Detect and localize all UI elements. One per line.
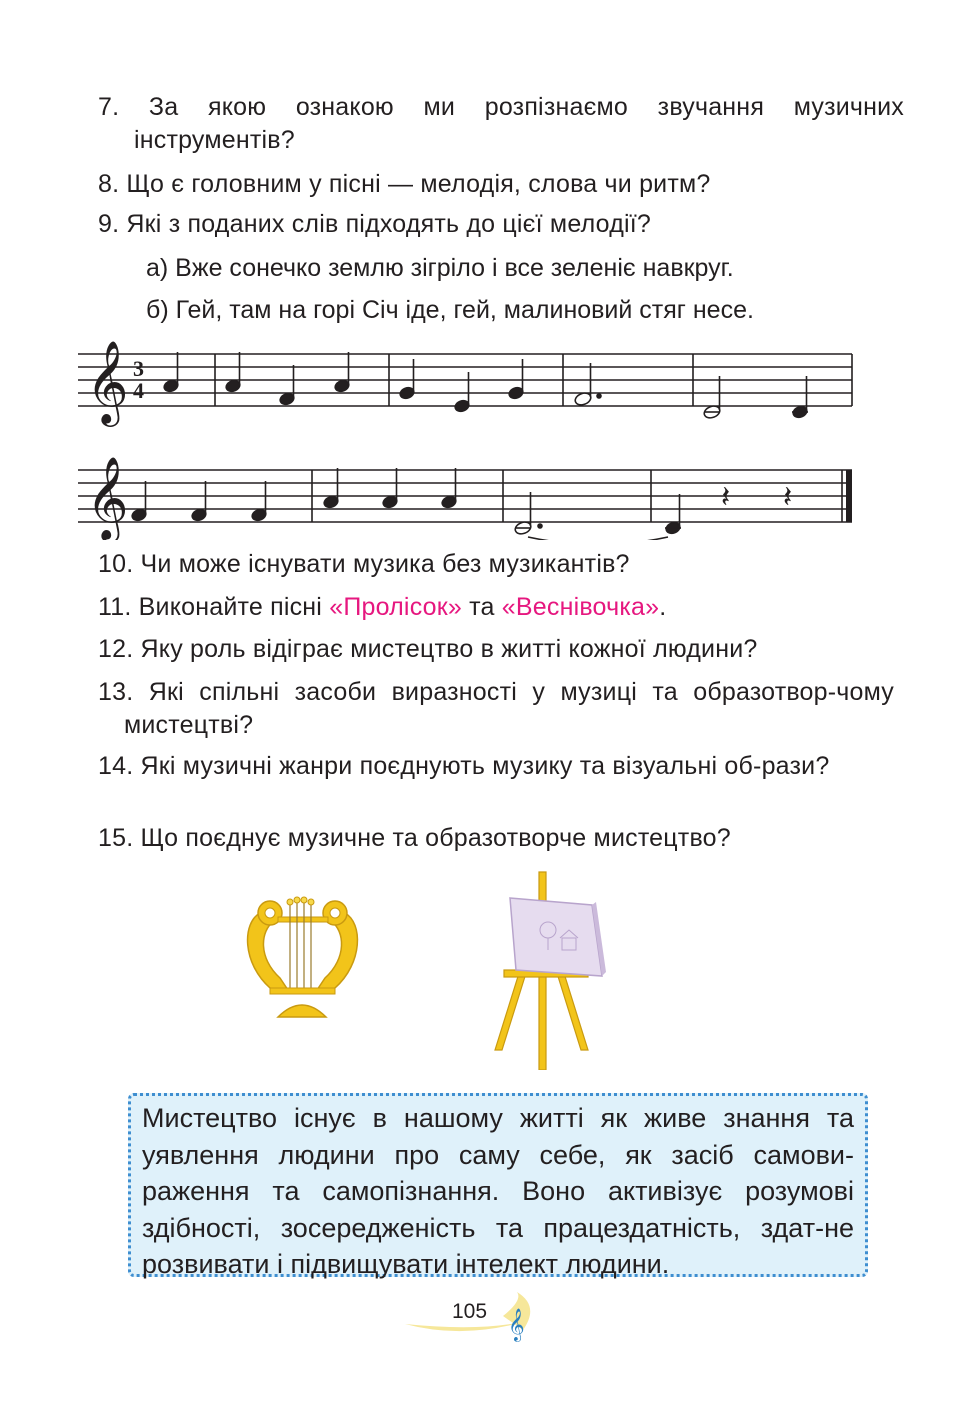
question-text: Виконайте пісні: [138, 593, 330, 621]
page-number: 105: [452, 1300, 488, 1323]
question-text: та: [462, 593, 502, 621]
question-text: Які спільні засоби виразності у музиці та образотвор-чому мистецтві?: [124, 678, 894, 739]
question-10: [98, 548, 868, 581]
question-number: 10.: [98, 550, 134, 578]
question-7: [98, 91, 904, 157]
question-12: [98, 633, 868, 666]
question-text: Що є головним у пісні — мелодія, слова чи ритм?: [126, 170, 711, 198]
question-number: 14.: [98, 752, 134, 780]
option-b: б) Гей, там на горі Січ іде, гей, малиновий стяг несе.: [146, 296, 754, 324]
question-number: 12.: [98, 635, 134, 663]
quarter-rest-icon: 𝄽: [721, 480, 731, 515]
question-number: 8.: [98, 170, 120, 198]
question-number: 7.: [98, 93, 120, 121]
music-staff-1: [78, 330, 858, 430]
treble-clef-icon: 𝄞: [508, 1308, 525, 1341]
option-a: а) Вже сонечко землю зігріло і все зеленіє навкруг.: [146, 254, 734, 282]
treble-clef-icon: 𝄞: [86, 455, 129, 539]
question-text: Чи може існувати музика без музикантів?: [140, 550, 630, 578]
question-9: [98, 208, 868, 241]
question-text: За якою ознакою ми розпізнаємо звучання музичних інструментів?: [134, 93, 904, 154]
question-13: [98, 676, 894, 742]
quarter-rest-icon: 𝄽: [783, 480, 793, 515]
lyre-icon: [240, 893, 365, 1023]
question-14: [98, 750, 894, 783]
question-number: 15.: [98, 824, 134, 852]
tie: [528, 537, 668, 540]
song-title-vesnivochka: «Веснівочка»: [501, 593, 660, 621]
easel-icon: [490, 870, 620, 1070]
question-text: .: [659, 593, 667, 621]
question-11: [98, 591, 868, 624]
info-box-text: Мистецтво існує в нашому житті як живе знання та уявлення людини про саму себе, як засіб самови-раження та самопізнання. Воно активізує розумові здібності, зосередженість та працездатність, здат-не розвивати і підвищувати інтелект людини.: [142, 1103, 854, 1279]
song-title-prolisok: «Пролісок»: [329, 593, 463, 621]
question-text: Яку роль відіграє мистецтво в житті кожної людини?: [140, 635, 758, 663]
question-number: 11.: [98, 593, 132, 621]
question-8: [98, 168, 868, 201]
question-text: Які музичні жанри поєднують музику та візуальні об-рази?: [140, 752, 830, 780]
treble-clef-icon: 𝄞: [86, 339, 129, 423]
time-signature-bottom: 4: [133, 378, 144, 403]
question-number: 13.: [98, 678, 134, 706]
question-15: [98, 822, 868, 855]
question-number: 9.: [98, 210, 120, 238]
question-text: Які з поданих слів підходять до цієї мелодії?: [126, 210, 652, 238]
question-text: Що поєднує музичне та образотворче мистецтво?: [140, 824, 731, 852]
music-staff-2: [78, 440, 858, 540]
time-signature-top: 3: [133, 356, 144, 381]
